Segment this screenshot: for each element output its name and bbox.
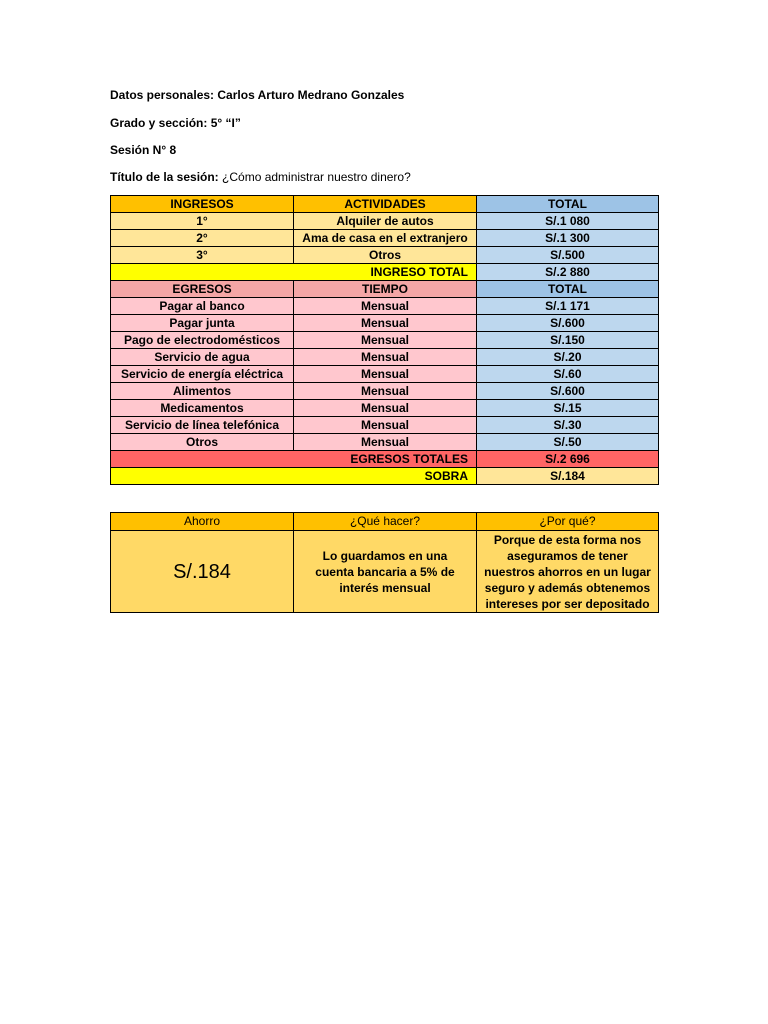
ingreso-total-row [111, 264, 659, 281]
table-row [111, 366, 659, 383]
table-row [111, 349, 659, 366]
egreso-tiempo: Mensual [294, 400, 477, 417]
ahorro-table [110, 512, 659, 613]
egresos-header-row [111, 281, 659, 298]
table-row [111, 434, 659, 451]
ingreso-activity: Alquiler de autos [294, 213, 477, 230]
table-row [111, 213, 659, 230]
sesion-label: Sesión N° 8 [110, 143, 177, 157]
ingresos-header: INGRESOS [111, 196, 294, 213]
ingreso-total: S/.1 300 [477, 230, 659, 247]
ingreso-total: S/.1 080 [477, 213, 659, 230]
egreso-tiempo: Mensual [294, 349, 477, 366]
egreso-tiempo: Mensual [294, 366, 477, 383]
table-row [111, 332, 659, 349]
egresos-total-label: EGRESOS TOTALES [111, 451, 477, 468]
egresos-total-row [111, 451, 659, 468]
ahorro-header: Ahorro [111, 513, 294, 531]
ahorro-body-row [111, 531, 659, 613]
table-row [111, 315, 659, 332]
egreso-total: S/.600 [477, 383, 659, 400]
table-row [111, 417, 659, 434]
actividades-header: ACTIVIDADES [294, 196, 477, 213]
por-que-text: Porque de esta forma nos aseguramos de tener nuestros ahorros en un lugar seguro y además obtenemos intereses por ser depositado [477, 531, 659, 613]
egreso-tiempo: Mensual [294, 332, 477, 349]
grado-value: 5° “I” [210, 116, 241, 130]
egresos-total-value: S/.2 696 [477, 451, 659, 468]
grado-line [110, 116, 241, 130]
egreso-tiempo: Mensual [294, 383, 477, 400]
table-row [111, 400, 659, 417]
egreso-tiempo: Mensual [294, 417, 477, 434]
table-row [111, 383, 659, 400]
table-row [111, 298, 659, 315]
egresos-total-header: TOTAL [477, 281, 659, 298]
egreso-total: S/.1 171 [477, 298, 659, 315]
sobra-row [111, 468, 659, 485]
ingreso-activity: Otros [294, 247, 477, 264]
titulo-label: Título de la sesión: [110, 170, 219, 184]
sesion-line [110, 143, 176, 157]
ingreso-total-label: INGRESO TOTAL [111, 264, 477, 281]
egreso-total: S/.30 [477, 417, 659, 434]
egreso-item: Alimentos [111, 383, 294, 400]
sobra-value: S/.184 [477, 468, 659, 485]
ahorro-amount: S/.184 [111, 531, 294, 613]
que-hacer-header: ¿Qué hacer? [294, 513, 477, 531]
egreso-total: S/.150 [477, 332, 659, 349]
ingreso-number: 3° [111, 247, 294, 264]
ahorro-header-row [111, 513, 659, 531]
egreso-total: S/.600 [477, 315, 659, 332]
total-header: TOTAL [477, 196, 659, 213]
student-name: Carlos Arturo Medrano Gonzales [217, 88, 405, 102]
egreso-total: S/.60 [477, 366, 659, 383]
egreso-tiempo: Mensual [294, 298, 477, 315]
egreso-total: S/.15 [477, 400, 659, 417]
egreso-total: S/.50 [477, 434, 659, 451]
egreso-item: Pagar junta [111, 315, 294, 332]
egreso-item: Pago de electrodomésticos [111, 332, 294, 349]
datos-label: Datos personales: [110, 88, 215, 102]
egreso-item: Otros [111, 434, 294, 451]
ingreso-number: 1° [111, 213, 294, 230]
tiempo-header: TIEMPO [294, 281, 477, 298]
budget-table [110, 195, 659, 485]
egreso-tiempo: Mensual [294, 434, 477, 451]
egreso-item: Servicio de agua [111, 349, 294, 366]
sobra-label: SOBRA [111, 468, 477, 485]
table-row [111, 230, 659, 247]
ingreso-total-value: S/.2 880 [477, 264, 659, 281]
egreso-item: Servicio de energía eléctrica [111, 366, 294, 383]
que-hacer-text: Lo guardamos en una cuenta bancaria a 5% de interés mensual [294, 531, 477, 613]
titulo-line [110, 170, 411, 184]
titulo-value: ¿Cómo administrar nuestro dinero? [222, 170, 411, 184]
grado-label: Grado y sección: [110, 116, 208, 130]
table-row [111, 247, 659, 264]
egreso-item: Medicamentos [111, 400, 294, 417]
ingreso-total: S/.500 [477, 247, 659, 264]
egresos-header: EGRESOS [111, 281, 294, 298]
egreso-item: Servicio de línea telefónica [111, 417, 294, 434]
egreso-total: S/.20 [477, 349, 659, 366]
datos-personales-line [110, 88, 404, 102]
egreso-item: Pagar al banco [111, 298, 294, 315]
ingreso-number: 2° [111, 230, 294, 247]
egreso-tiempo: Mensual [294, 315, 477, 332]
ingresos-header-row [111, 196, 659, 213]
por-que-header: ¿Por qué? [477, 513, 659, 531]
ingreso-activity: Ama de casa en el extranjero [294, 230, 477, 247]
